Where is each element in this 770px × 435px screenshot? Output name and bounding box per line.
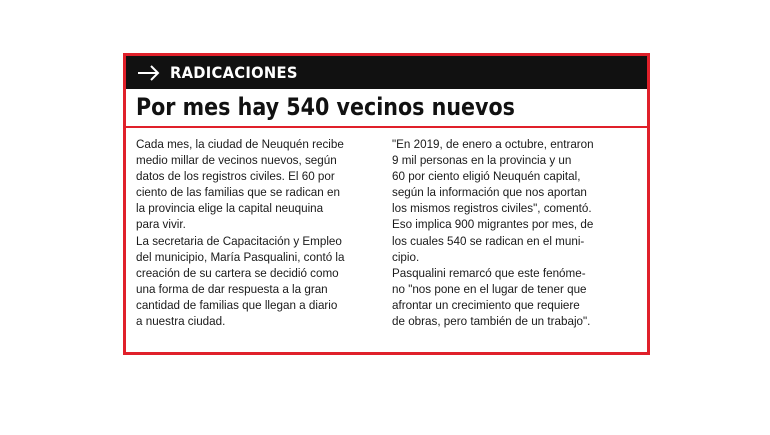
text-line: los mismos registros civiles", comentó. (392, 201, 592, 216)
text-line: Eso implica 900 migrantes por mes, de (392, 217, 594, 232)
text-line: medio millar de vecinos nuevos, según (136, 153, 337, 168)
paragraph (136, 136, 362, 233)
right-column (392, 136, 637, 329)
paragraph (392, 136, 622, 216)
text-line: 9 mil personas en la provincia y un (392, 153, 572, 168)
text-line: datos de los registros civiles. El 60 por (136, 169, 335, 184)
text-line: una forma de dar respuesta a la gran (136, 281, 328, 296)
text-line: Cada mes, la ciudad de Neuquén recibe (136, 137, 344, 151)
left-column (136, 136, 376, 329)
text-line: según la información que nos aportan (392, 185, 587, 200)
text-line: "En 2019, de enero a octubre, entraron (392, 137, 594, 151)
text-line: del municipio, María Pasqualini, contó la (136, 249, 345, 264)
section-label: RADICACIONES (170, 63, 298, 82)
text-line: para vivir. (136, 217, 186, 232)
paragraph (136, 233, 362, 330)
paragraph (392, 265, 622, 329)
text-line: creación de su cartera se decidió como (136, 265, 339, 280)
text-line: cantidad de familias que llegan a diario (136, 297, 338, 312)
text-line: La secretaria de Capacitación y Empleo (136, 233, 342, 248)
text-line: de obras, pero también de un trabajo". (392, 314, 591, 329)
text-line: a nuestra ciudad. (136, 314, 226, 329)
text-line: la provincia elige la capital neuquina (136, 201, 324, 216)
text-line: cipio. (392, 249, 420, 264)
headline: Por mes hay 540 vecinos nuevos (136, 93, 515, 121)
text-line: Pasqualini remarcó que este fenóme- (392, 265, 586, 280)
text-line: no "nos pone en el lugar de tener que (392, 281, 587, 296)
text-line: ciento de las familias que se radican en (136, 185, 340, 200)
text-line: 60 por ciento eligió Neuquén capital, (392, 169, 581, 184)
section-header-bar (126, 56, 647, 89)
news-box (123, 53, 650, 355)
paragraph (392, 216, 622, 264)
arrow-right-icon (136, 64, 162, 82)
red-divider (126, 126, 647, 128)
text-line: los cuales 540 se radican en el muni- (392, 233, 585, 248)
text-line: afrontar un crecimiento que requiere (392, 297, 580, 312)
